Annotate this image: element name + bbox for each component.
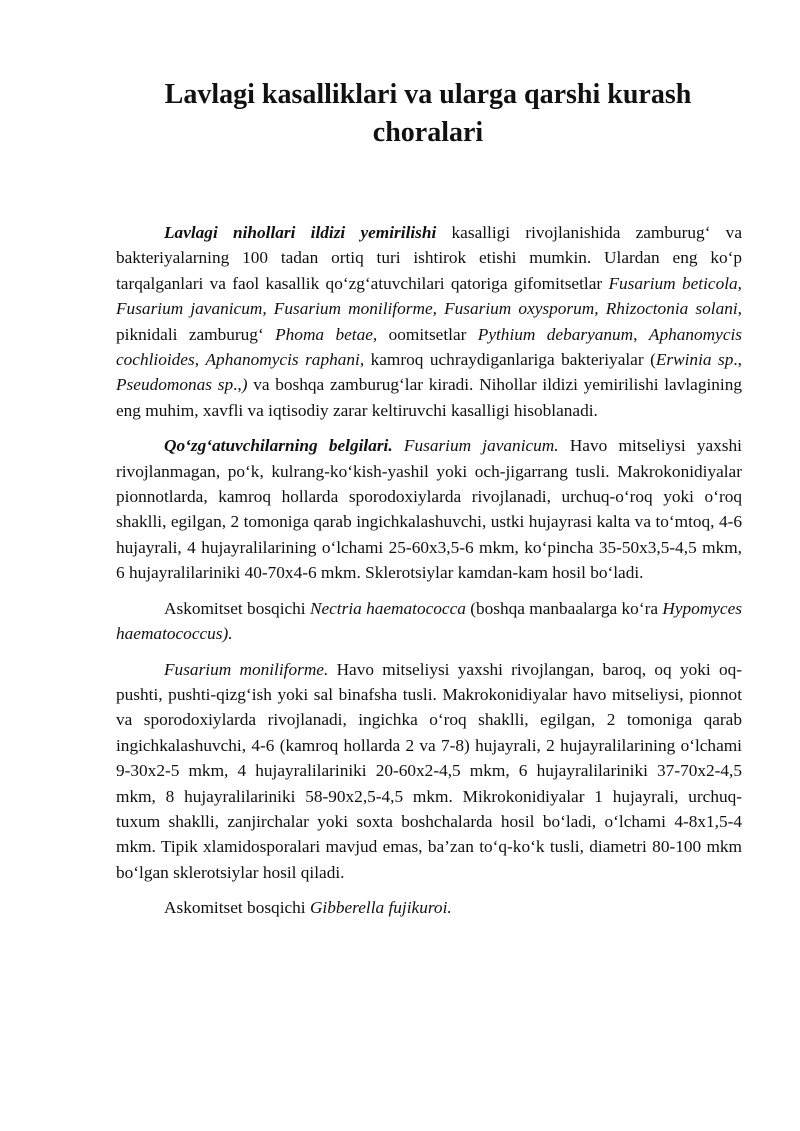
body-text: , piknidali zamburug‘	[116, 299, 742, 344]
latin-name: Fusarium moniliforme.	[164, 659, 329, 679]
emphasis-text: Lavlagi nihollari ildizi yemirilishi	[164, 223, 437, 242]
body-text: Askomitset bosqichi	[164, 598, 310, 618]
heading-phrase	[164, 223, 436, 242]
heading-phrase	[164, 436, 393, 455]
body-text: ,	[633, 324, 649, 344]
body-text: , kamroq uchraydiganlariga bakteriyalar (	[359, 350, 656, 370]
latin-name: Fusarium beticola, Fusarium javanicum, Fusarium moniliforme, Fusarium oxysporum, Rhizoctonia solani	[116, 273, 742, 319]
body-text: Askomitset bosqichi	[164, 898, 310, 918]
paragraph	[116, 433, 742, 585]
latin-name: Fusarium javanicum.	[403, 436, 559, 456]
latin-name: Aphanomycis cochlioides	[116, 324, 743, 370]
latin-name: Gibberella fujikuroi.	[309, 898, 452, 918]
body-text: Havo mitseliysi yaxshi rivojlanmagan, po‘k, kulrang-ko‘kish-yashil yoki och-jigarrang tusli. Makrokonidiyalar pionnotlarda, kamroq hollarda sporodoxiylarda rivojlanadi, urchuq-o‘roq yoki o‘roq shaklli, egilgan, 2 tomoniga qarab ingichkalashuvchi, ustki hujayrasi kalta va to‘mtoq, 4-6 hujayrali, 4 hujayralilarining o‘lchami 25-60x3,5-6 mkm, ko‘pincha 35-50x3,5-4,5 mkm, 6 hujayralilariniki 40-70x4-6 mkm. Sklerotsiylar kamdan-kam hosil bo‘ladi.	[116, 436, 742, 583]
latin-name: Phoma betae,	[275, 324, 378, 344]
body-text: ,	[194, 350, 206, 370]
latin-name: Pythium debaryanum	[477, 324, 634, 344]
latin-name: Pseudomonas sp	[116, 375, 234, 395]
body-text: va boshqa zamburug‘lar kiradi. Nihollar ildizi yemirilishi lavlagining eng muhim, xavfli va iqtisodiy zarar keltiruvchi kasalligi hisoblanadi.	[116, 375, 742, 420]
emphasis-text: Qo‘zg‘atuvchilarning belgilari.	[164, 436, 393, 456]
body-text: Havo mitseliysi yaxshi rivojlangan, baroq, oq yoki oq-pushti, pushti-qizg‘ish yoki sal binafsha tusli. Makrokonidiyalar havo mitseliysi, pionnot va sporodoxiylarda rivojlanadi, ingichka o‘roq shaklli, egilgan, 2 tomoniga qarab ingichkalashuvchi, 4-6 (kamroq hollarda 2 va 7-8) hujayrali, 2 hujayralilarining o‘lchami 9-30x2-5 mkm, 4 hujayralilariniki 20-60x2-4,5 mkm, 6 hujayralilariniki 37-70x2-4,5 mkm, 8 hujayralilariniki 58-90x2,5-4,5 mkm. Mikrokonidiyalar 1 hujayrali, urchuq-tuxum shaklli, zanjirchalar yoki soxta boshchalarda hosil bo‘ladi, o‘lchami 4-8x1,5-4 mkm. Tipik xlamidosporalari mavjud emas, ba’zan to‘q-ko‘k tusli, diametri 80-100 mkm bo‘lgan sklerotsiylar hosil qiladi.	[116, 659, 742, 882]
paragraph	[116, 657, 742, 886]
latin-name: Aphanomycis raphani	[205, 350, 360, 370]
document-body	[116, 220, 742, 931]
body-text: kasalligi rivojlanishida zamburug‘ va bakteriyalarning 100 tadan ortiq turi ishtirok etishi mumkin. Ulardan eng ko‘p tarqalganlari va faol kasallik qo‘zg‘atuvchilari qatoriga gifomitsetlar	[116, 223, 742, 293]
paragraph	[116, 220, 742, 423]
body-text: oomitsetlar	[377, 324, 478, 344]
latin-name: Hypomyces haematococcus).	[116, 598, 742, 644]
document-title: Lavlagi kasalliklari va ularga qarshi kurash choralari	[164, 79, 692, 148]
paragraph	[116, 596, 742, 647]
latin-name: )	[241, 375, 248, 395]
latin-name: Erwinia sp	[655, 350, 734, 370]
latin-name: Nectria haematococca	[309, 598, 466, 618]
paragraph	[116, 895, 742, 920]
body-text: .,	[233, 375, 242, 395]
body-text: .,	[733, 350, 742, 370]
body-text: (boshqa manbaalarga ko‘ra	[465, 598, 663, 618]
body-text	[393, 436, 404, 455]
